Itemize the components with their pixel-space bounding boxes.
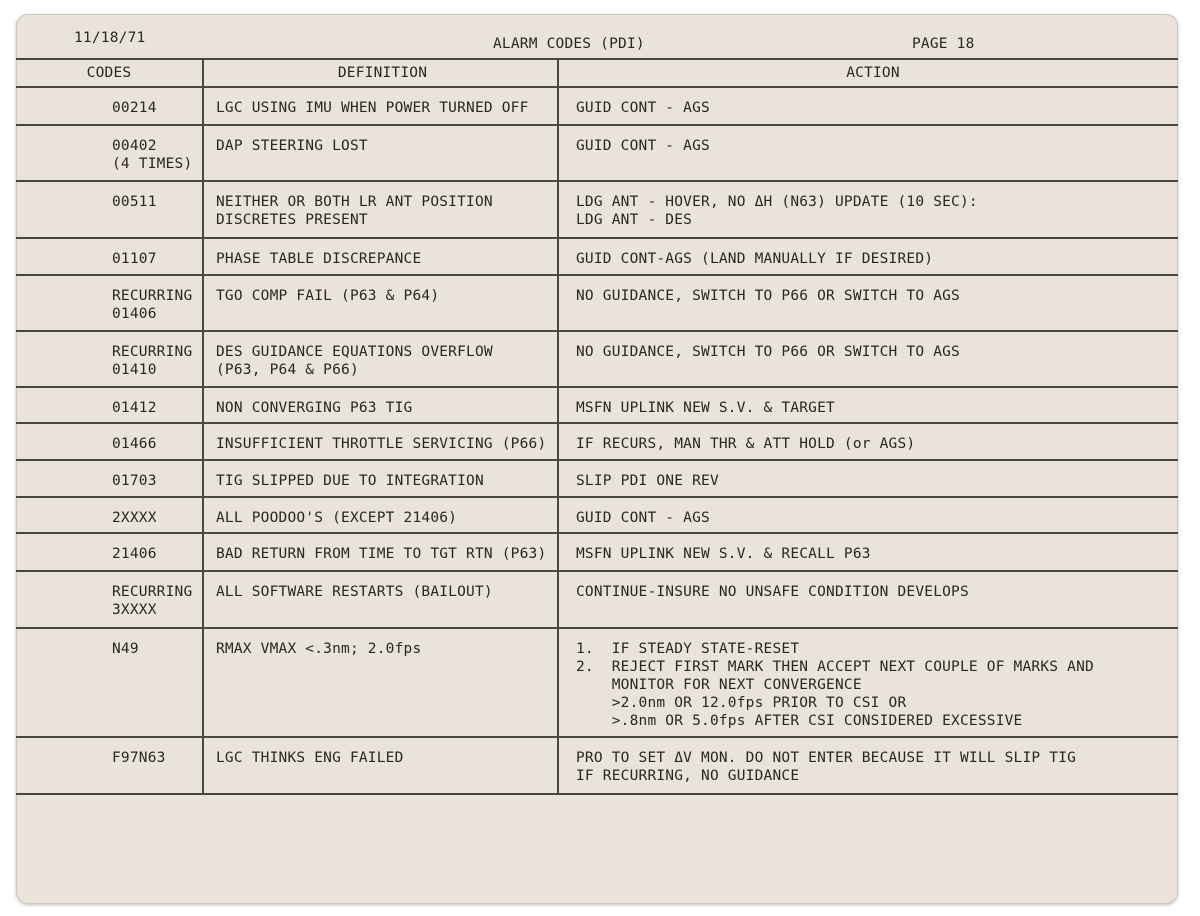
table-row <box>16 125 1178 181</box>
action-cell: CONTINUE-INSURE NO UNSAFE CONDITION DEVELOPS <box>558 571 1178 628</box>
alarm-codes-table <box>16 58 1178 795</box>
action-cell: MSFN UPLINK NEW S.V. & TARGET <box>558 387 1178 423</box>
table-row <box>16 460 1178 497</box>
definition-cell: NEITHER OR BOTH LR ANT POSITION DISCRETES PRESENT <box>203 181 558 238</box>
code-cell: 00214 <box>16 87 203 125</box>
table-row <box>16 87 1178 125</box>
action-cell: PRO TO SET ΔV MON. DO NOT ENTER BECAUSE IT WILL SLIP TIG IF RECURRING, NO GUIDANCE <box>558 737 1178 794</box>
page-title: ALARM CODES (PDI) <box>493 36 645 52</box>
action-cell: LDG ANT - HOVER, NO ΔH (N63) UPDATE (10 SEC): LDG ANT - DES <box>558 181 1178 238</box>
table-row <box>16 628 1178 737</box>
code-cell: N49 <box>16 628 203 737</box>
code-cell: 01412 <box>16 387 203 423</box>
code-cell: 2XXXX <box>16 497 203 533</box>
table-row <box>16 331 1178 387</box>
definition-cell: BAD RETURN FROM TIME TO TGT RTN (P63) <box>203 533 558 571</box>
definition-cell: LGC THINKS ENG FAILED <box>203 737 558 794</box>
action-cell: GUID CONT - AGS <box>558 87 1178 125</box>
code-cell: 01107 <box>16 238 203 275</box>
code-cell: 21406 <box>16 533 203 571</box>
code-cell: 00511 <box>16 181 203 238</box>
column-header-codes: CODES <box>16 59 203 87</box>
action-cell: NO GUIDANCE, SWITCH TO P66 OR SWITCH TO AGS <box>558 331 1178 387</box>
action-cell: GUID CONT - AGS <box>558 497 1178 533</box>
definition-cell: TIG SLIPPED DUE TO INTEGRATION <box>203 460 558 497</box>
page-number: PAGE 18 <box>912 36 975 52</box>
action-cell: NO GUIDANCE, SWITCH TO P66 OR SWITCH TO AGS <box>558 275 1178 331</box>
definition-cell: DAP STEERING LOST <box>203 125 558 181</box>
action-cell: MSFN UPLINK NEW S.V. & RECALL P63 <box>558 533 1178 571</box>
code-cell: RECURRING 3XXXX <box>16 571 203 628</box>
action-cell: SLIP PDI ONE REV <box>558 460 1178 497</box>
code-cell: RECURRING 01410 <box>16 331 203 387</box>
table-row <box>16 387 1178 423</box>
action-cell: 1. IF STEADY STATE-RESET 2. REJECT FIRST MARK THEN ACCEPT NEXT COUPLE OF MARKS AND MONITOR FOR NEXT CONVERGENCE >2.0nm OR 12.0fps PRIOR TO CSI OR >.8nm OR 5.0fps AFTER CSI CONSIDERED EXCESSIVE <box>558 628 1178 737</box>
definition-cell: INSUFFICIENT THROTTLE SERVICING (P66) <box>203 423 558 460</box>
definition-cell: ALL SOFTWARE RESTARTS (BAILOUT) <box>203 571 558 628</box>
table-row <box>16 571 1178 628</box>
checklist-card <box>16 14 1178 904</box>
table-row <box>16 497 1178 533</box>
code-cell: 00402 (4 TIMES) <box>16 125 203 181</box>
action-cell: IF RECURS, MAN THR & ATT HOLD (or AGS) <box>558 423 1178 460</box>
code-cell: 01466 <box>16 423 203 460</box>
header-date: 11/18/71 <box>74 30 146 46</box>
definition-cell: ALL POODOO'S (EXCEPT 21406) <box>203 497 558 533</box>
definition-cell: PHASE TABLE DISCREPANCE <box>203 238 558 275</box>
code-cell: RECURRING 01406 <box>16 275 203 331</box>
table-row <box>16 737 1178 794</box>
column-header-action: ACTION <box>558 59 1178 87</box>
action-cell: GUID CONT-AGS (LAND MANUALLY IF DESIRED) <box>558 238 1178 275</box>
definition-cell: TGO COMP FAIL (P63 & P64) <box>203 275 558 331</box>
definition-cell: RMAX VMAX <.3nm; 2.0fps <box>203 628 558 737</box>
table-row <box>16 533 1178 571</box>
table-row <box>16 238 1178 275</box>
column-header-definition: DEFINITION <box>203 59 558 87</box>
action-cell: GUID CONT - AGS <box>558 125 1178 181</box>
definition-cell: LGC USING IMU WHEN POWER TURNED OFF <box>203 87 558 125</box>
table-row <box>16 423 1178 460</box>
definition-cell: NON CONVERGING P63 TIG <box>203 387 558 423</box>
table-row <box>16 181 1178 238</box>
table-row <box>16 275 1178 331</box>
table-header-row <box>16 59 1178 87</box>
code-cell: F97N63 <box>16 737 203 794</box>
code-cell: 01703 <box>16 460 203 497</box>
definition-cell: DES GUIDANCE EQUATIONS OVERFLOW (P63, P64 & P66) <box>203 331 558 387</box>
